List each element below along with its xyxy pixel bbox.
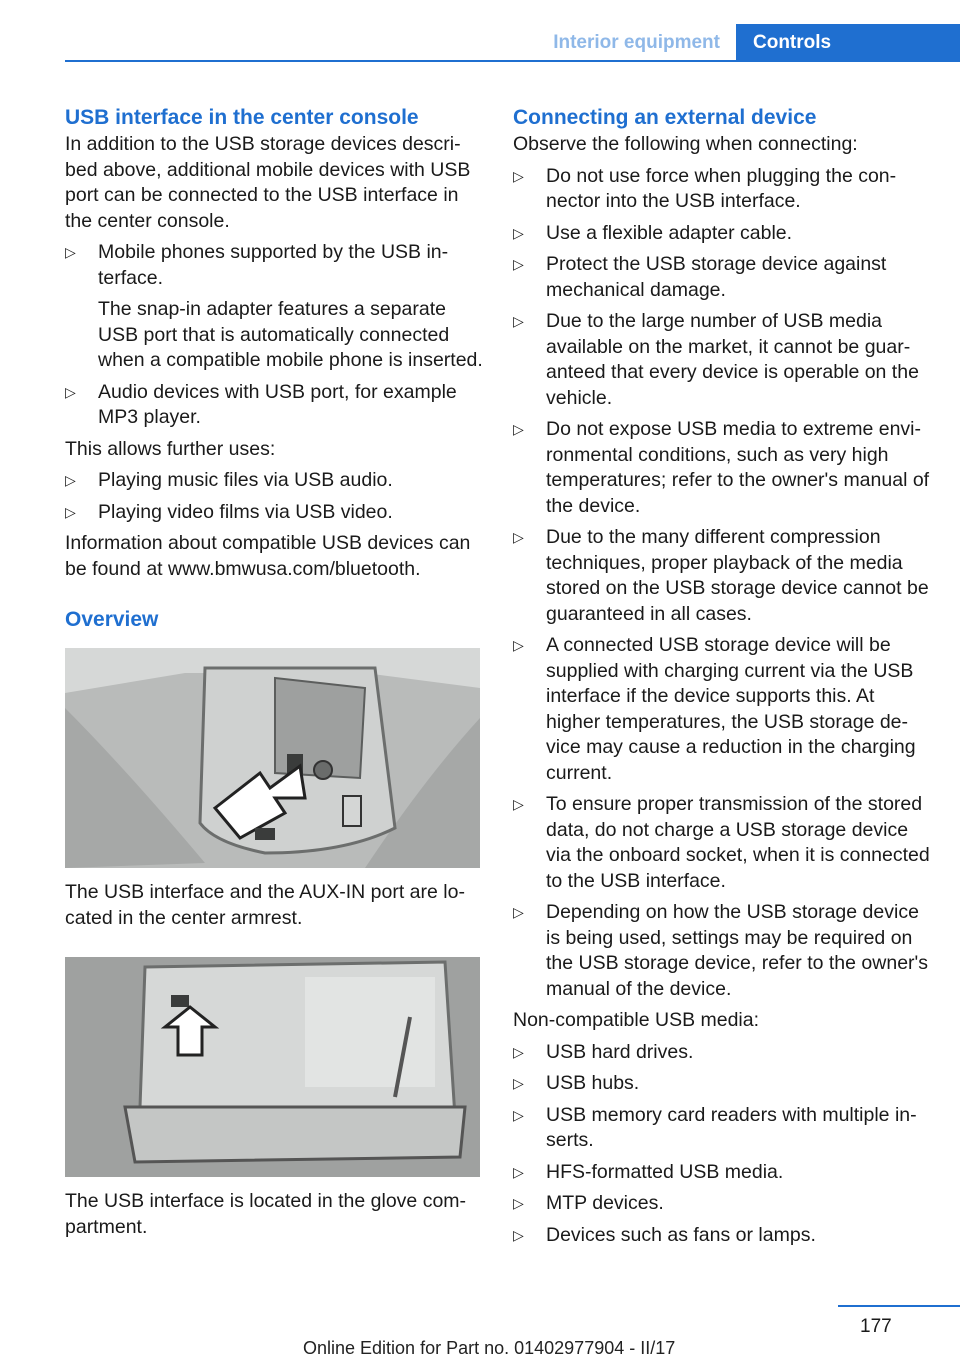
triangle-bullet-icon: ▷ xyxy=(513,1075,524,1091)
triangle-bullet-icon: ▷ xyxy=(513,224,524,241)
header-rule xyxy=(65,60,960,62)
triangle-bullet-icon: ▷ xyxy=(513,256,524,272)
center-armrest-photo xyxy=(65,648,480,868)
right-intro: Observe the following when connecting: xyxy=(513,133,858,155)
glove-compartment-photo xyxy=(65,957,480,1177)
noncompat-intro: Non-compatible USB media: xyxy=(513,1009,760,1031)
triangle-bullet-icon: ▷ xyxy=(513,167,524,184)
list-item: ▷ USB memory card readers with multiple inserts. xyxy=(513,1103,917,1151)
list-item: ▷ Depending on how the USB storage device is being used, settings may be required on the USB storage device, refer to the owner's manual of the device. xyxy=(513,901,929,1000)
triangle-bullet-icon: ▷ xyxy=(513,904,524,920)
list-item: ▷ Playing video films via USB video. xyxy=(65,500,485,526)
noncompat-list xyxy=(513,1040,933,1249)
usb-center-console-heading: USB interface in the center console xyxy=(65,106,419,129)
triangle-bullet-icon: ▷ xyxy=(513,1106,524,1123)
triangle-bullet-icon: ▷ xyxy=(65,383,76,400)
uses-list xyxy=(65,468,485,525)
list-item: ▷ To ensure proper transmission of the stored data, do not charge a USB storage device via the onboard socket, when it is connected to the USB interface. xyxy=(513,793,930,892)
triangle-bullet-icon: ▷ xyxy=(513,529,524,545)
triangle-bullet-icon: ▷ xyxy=(513,1163,524,1180)
list-item: ▷ Playing music files via USB audio. xyxy=(65,468,485,494)
left-column xyxy=(65,104,485,1246)
overview-heading: Overview xyxy=(65,608,159,631)
triangle-bullet-icon: ▷ xyxy=(513,1226,524,1243)
list-item: ▷ Due to the large number of USB media available on the market, it cannot be guaranteed that every device is operable on the vehicle. xyxy=(513,310,919,409)
list-item: ▷ Use a flexible adapter cable. xyxy=(513,221,933,247)
info-text: Information about compatible USB devices can be found at www.bmwusa.com/bluetooth. xyxy=(65,532,471,580)
list-item: ▷ Audio devices with USB port, for example MP3 player. xyxy=(65,380,457,428)
footer-rule xyxy=(838,1305,960,1307)
footer-edition: Online Edition for Part no. 01402977904 - II/17 xyxy=(303,1338,676,1358)
connecting-list xyxy=(513,164,933,1003)
list-item: ▷ Due to the many different compression techniques, proper playback of the media stored on the USB storage device cannot be guaranteed in all cases. xyxy=(513,526,929,625)
triangle-bullet-icon: ▷ xyxy=(65,472,76,488)
list-item: ▷ Do not expose USB media to extreme environmental conditions, such as very high temperatures; refer to the owner's manual of the device. xyxy=(513,418,930,517)
list-item: ▷ A connected USB storage device will be supplied with charging current via the USB interface if the device supports this. At higher temperatures, the USB storage device may cause a reduction in the charging current. xyxy=(513,634,916,784)
connecting-heading: Connecting an external device xyxy=(513,106,817,129)
supported-devices-list xyxy=(65,240,485,431)
list-item: ▷ MTP devices. xyxy=(513,1191,933,1217)
triangle-bullet-icon: ▷ xyxy=(513,1043,524,1060)
list-item: ▷ USB hard drives. xyxy=(513,1040,933,1066)
triangle-bullet-icon: ▷ xyxy=(65,244,76,260)
triangle-bullet-icon: ▷ xyxy=(513,313,524,329)
list-item: ▷ USB hubs. xyxy=(513,1071,933,1097)
triangle-bullet-icon: ▷ xyxy=(65,503,76,520)
list-item: ▷ Do not use force when plugging the connector into the USB interface. xyxy=(513,164,897,212)
caption-armrest: The USB interface and the AUX-IN port are located in the center armrest. xyxy=(65,881,465,929)
list-item: ▷ Protect the USB storage device against mechanical damage. xyxy=(513,253,887,301)
uses-intro: This allows further uses: xyxy=(65,437,276,460)
right-column xyxy=(513,104,933,1254)
triangle-bullet-icon: ▷ xyxy=(513,421,524,437)
page-number: 177 xyxy=(860,1316,892,1337)
caption-glove-compartment: The USB interface is located in the glove compartment. xyxy=(65,1190,467,1238)
list-item: ▷ HFS-formatted USB media. xyxy=(513,1160,933,1186)
header-section: Interior equipment xyxy=(553,32,720,53)
list-item: ▷ Mobile phones supported by the USB interface. The snap-in adapter features a separate USB port that is automatically connected when a compatible mobile phone is inserted. xyxy=(65,241,483,371)
triangle-bullet-icon: ▷ xyxy=(513,637,524,653)
left-intro: In addition to the USB storage devices described above, additional mobile devices with USB port can be connected to the USB interface in the center console. xyxy=(65,133,471,232)
header-tab: Controls xyxy=(736,24,960,62)
list-item: ▷ Devices such as fans or lamps. xyxy=(513,1223,933,1249)
triangle-bullet-icon: ▷ xyxy=(513,1195,524,1211)
triangle-bullet-icon: ▷ xyxy=(513,796,524,812)
